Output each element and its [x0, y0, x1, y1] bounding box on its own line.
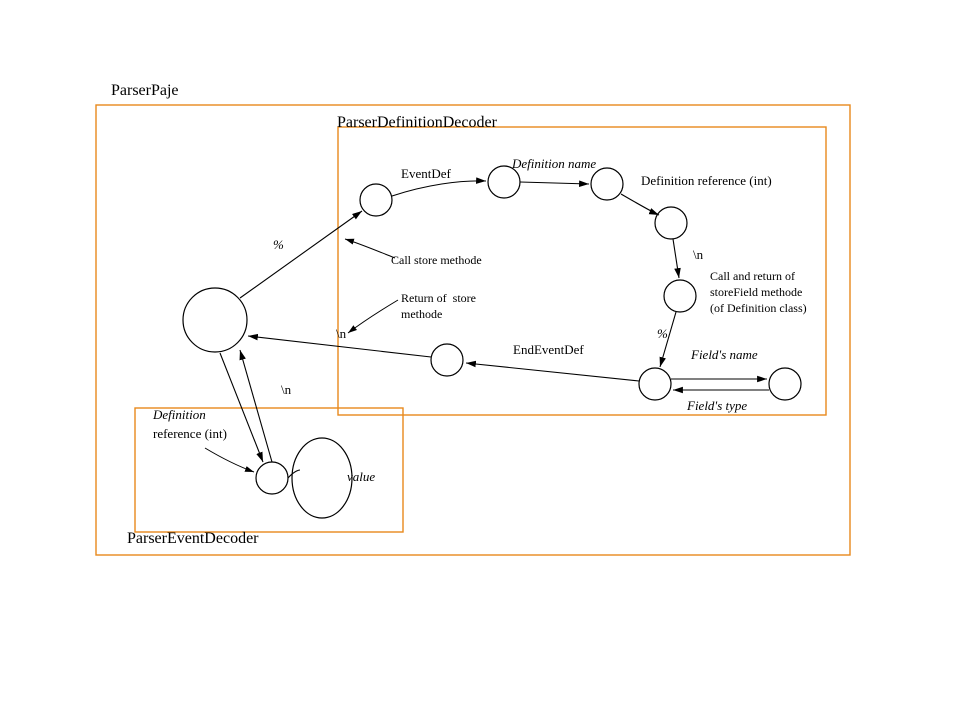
state-left-main	[183, 288, 247, 352]
label-definition-reference-top-suffix: (int)	[746, 173, 772, 188]
edge-fields-to-endeventdef	[466, 363, 639, 381]
label-event-def: EventDef	[401, 166, 451, 181]
state-eventdef	[360, 184, 392, 216]
state-fields	[639, 368, 671, 400]
label-definition-reference-low-text: reference	[153, 426, 202, 441]
parser-paje-title: ParserPaje	[111, 82, 179, 99]
label-call-and-return-line1: Call and return of	[710, 269, 795, 283]
label-percent-mid-right: %	[657, 326, 668, 341]
label-return-of-store-methode-line2: methode	[401, 307, 443, 321]
state-storefield	[664, 280, 696, 312]
edge-left-to-eventdef	[240, 211, 362, 298]
label-newline-left-low: \n	[281, 382, 292, 397]
edge-defref-to-storefield	[673, 239, 679, 278]
label-newline-left-mid: \n	[336, 326, 347, 341]
parser-definition-decoder-title: ParserDefinitionDecoder	[337, 114, 497, 131]
label-call-and-return-line2: storeField methode	[710, 285, 803, 299]
state-endeventdef	[431, 344, 463, 376]
label-fields-type: Field's type	[687, 398, 748, 413]
edge-defname2-to-defref	[621, 194, 659, 215]
edge-defref-low-pointer	[205, 448, 254, 472]
label-call-store-methode: Call store methode	[391, 253, 482, 267]
label-definition-reference-top	[641, 174, 772, 189]
label-call-and-return-line3: (of Definition class)	[710, 301, 807, 315]
edge-eventdef-to-defname1	[392, 181, 486, 196]
parser-event-decoder-title: ParserEventDecoder	[127, 530, 259, 547]
label-fields-name: Field's name	[691, 347, 758, 362]
state-event-value	[292, 438, 352, 518]
label-return-of-store-methode-line1: Return of store	[401, 291, 476, 305]
state-event-small	[256, 462, 288, 494]
state-fieldtype	[769, 368, 801, 400]
edge-returnstore-pointer	[348, 300, 398, 333]
label-percent-left: %	[273, 237, 284, 252]
label-definition-reference-low-suffix: (int)	[201, 426, 227, 441]
label-definition-reference-low-line1: Definition	[153, 407, 206, 422]
state-defname-2	[591, 168, 623, 200]
edge-value-self-loop	[288, 470, 300, 478]
label-definition-name: Definition name	[512, 156, 597, 171]
label-newline-top-right: \n	[693, 247, 704, 262]
label-end-event-def: EndEventDef	[513, 342, 584, 357]
label-definition-reference-top-text: Definition reference	[641, 173, 747, 188]
label-value: value	[347, 469, 376, 484]
edge-callstore-pointer	[345, 239, 395, 258]
label-definition-reference-low-line2	[153, 427, 227, 442]
state-defref	[655, 207, 687, 239]
edge-defname1-to-defname2	[520, 182, 589, 184]
